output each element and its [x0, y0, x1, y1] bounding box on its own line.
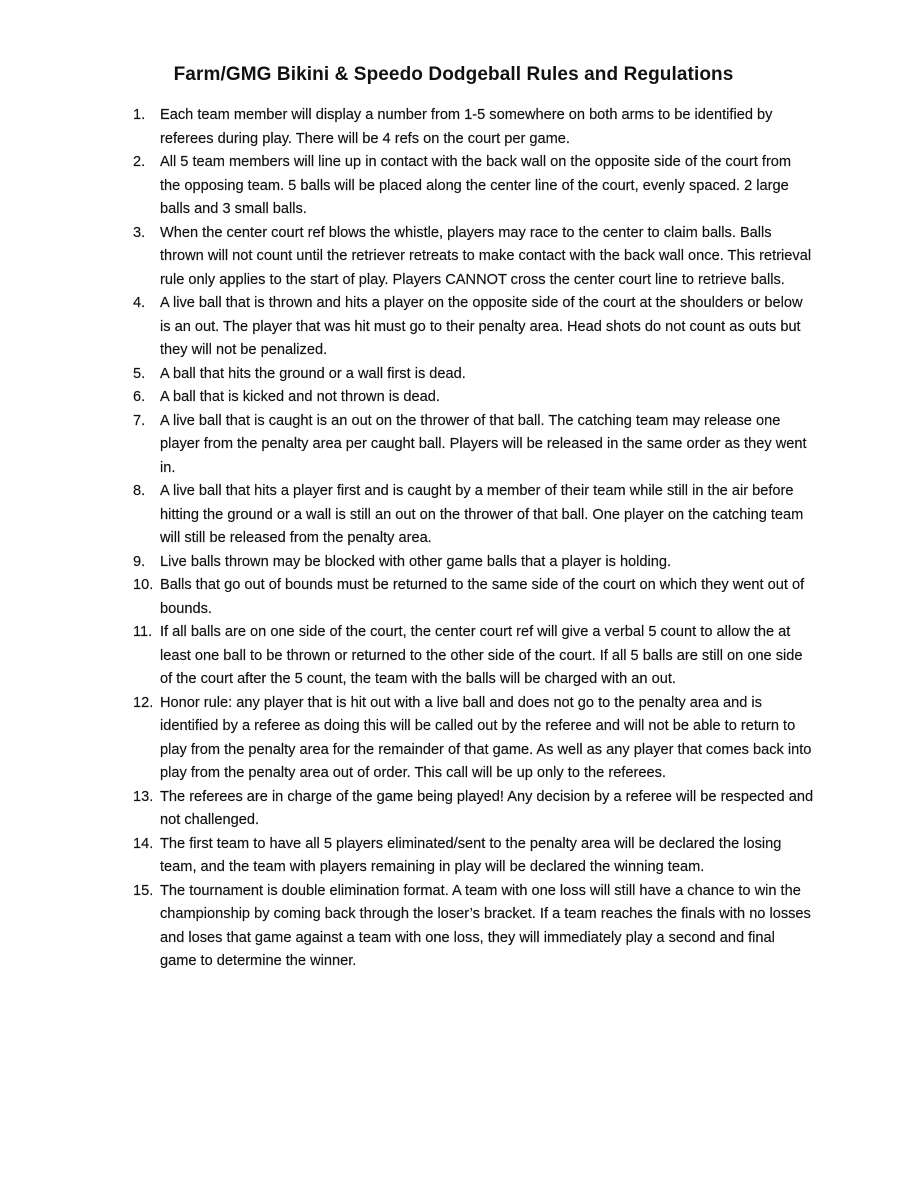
rule-number: 1. — [133, 107, 146, 123]
rule-text: A live ball that is caught is an out on the thrower of that ball. The catching team may release one player from the penalty area per caught ball. Players will be released in the same order as they went in. — [160, 412, 807, 476]
rule-text: Honor rule: any player that is hit out with a live ball and does not go to the penalty area and is identified by a referee as doing this will be called out by the referee and will not be able to return to play from the penalty area for the remainder of that game. As well as any player that comes back into play from the penalty area out of order. This call will be up only to the referees. — [160, 694, 812, 781]
rules-list — [134, 104, 814, 974]
rule-text: The first team to have all 5 players eliminated/sent to the penalty area will be declared the losing team, and the team with players remaining in play will be declared the winning team. — [160, 835, 782, 875]
rule-number: 3. — [133, 224, 146, 241]
rule-item — [134, 292, 814, 363]
rule-item — [134, 786, 814, 833]
rule-number: 5. — [133, 365, 146, 382]
rule-text: If all balls are on one side of the court, the center court ref will give a verbal 5 count to allow the at least one ball to be thrown or returned to the other side of the court. If all 5 balls are still on one side of the court after the 5 count, the team with the balls will be charged with an out. — [160, 624, 803, 687]
rule-number: 6. — [133, 389, 146, 405]
rule-text: Live balls thrown may be blocked with other game balls that a player is holding. — [160, 553, 672, 570]
rule-text: A live ball that hits a player first and is caught by a member of their team while still in the air before hitting the ground or a wall is still an out on the thrower of that ball. One player on the catching team will still be released from the penalty area. — [160, 483, 804, 546]
rule-number: 14. — [133, 835, 154, 852]
rule-number: 8. — [133, 483, 146, 499]
rule-text: The referees are in charge of the game being played! Any decision by a referee will be respected and not challenged. — [160, 788, 814, 828]
rule-item — [134, 151, 814, 222]
rule-text: A ball that hits the ground or a wall first is dead. — [160, 365, 466, 382]
rule-item — [134, 386, 814, 410]
rule-item — [134, 363, 814, 387]
rule-number: 4. — [133, 295, 146, 311]
rule-number: 12. — [133, 694, 154, 711]
rule-number: 2. — [133, 154, 146, 170]
document-title: Farm/GMG Bikini & Speedo Dodgeball Rules and Regulations — [173, 64, 734, 85]
rule-item — [134, 833, 814, 880]
rule-item — [134, 480, 814, 551]
rule-item — [134, 410, 814, 481]
rule-text: The tournament is double elimination format. A team with one loss will still have a chance to win the championship by coming back through the loser’s bracket. If a team reaches the finals with no losses and loses that game against a team with one loss, they will immediately play a second and final game to determine the winner. — [160, 882, 811, 969]
rule-number: 13. — [133, 788, 154, 805]
rule-text: All 5 team members will line up in contact with the back wall on the opposite side of the court from the opposing team. 5 balls will be placed along the center line of the court, evenly spaced. 2 large balls and 3 small balls. — [160, 154, 792, 217]
rule-number: 15. — [133, 882, 154, 899]
rule-text: When the center court ref blows the whistle, players may race to the center to claim balls. Balls thrown will not count until the retriever retreats to make contact with the back wall once. This retrieval rule only applies to the start of play. Players CANNOT cross the center court line to retrieve balls. — [160, 224, 812, 288]
rule-text: A ball that is kicked and not thrown is dead. — [160, 389, 440, 405]
rule-item — [134, 551, 814, 575]
rule-number: 11. — [133, 624, 153, 640]
rule-text: Balls that go out of bounds must be returned to the same side of the court on which they went out of bounds. — [160, 577, 805, 617]
rule-number: 9. — [133, 553, 146, 570]
rule-text: Each team member will display a number from 1-5 somewhere on both arms to be identified by referees during play. There will be 4 refs on the court per game. — [160, 107, 773, 147]
rule-item — [134, 880, 814, 974]
rule-item — [134, 574, 814, 621]
rule-text: A live ball that is thrown and hits a player on the opposite side of the court at the shoulders or below is an out. The player that was hit must go to their penalty area. Head shots do not count as outs but they will not be penalized. — [160, 295, 803, 358]
rule-item — [134, 621, 814, 692]
rule-number: 7. — [133, 412, 146, 429]
rule-item — [134, 692, 814, 786]
rule-number: 10. — [133, 577, 154, 593]
rule-item — [134, 104, 814, 151]
rule-item — [134, 222, 814, 293]
